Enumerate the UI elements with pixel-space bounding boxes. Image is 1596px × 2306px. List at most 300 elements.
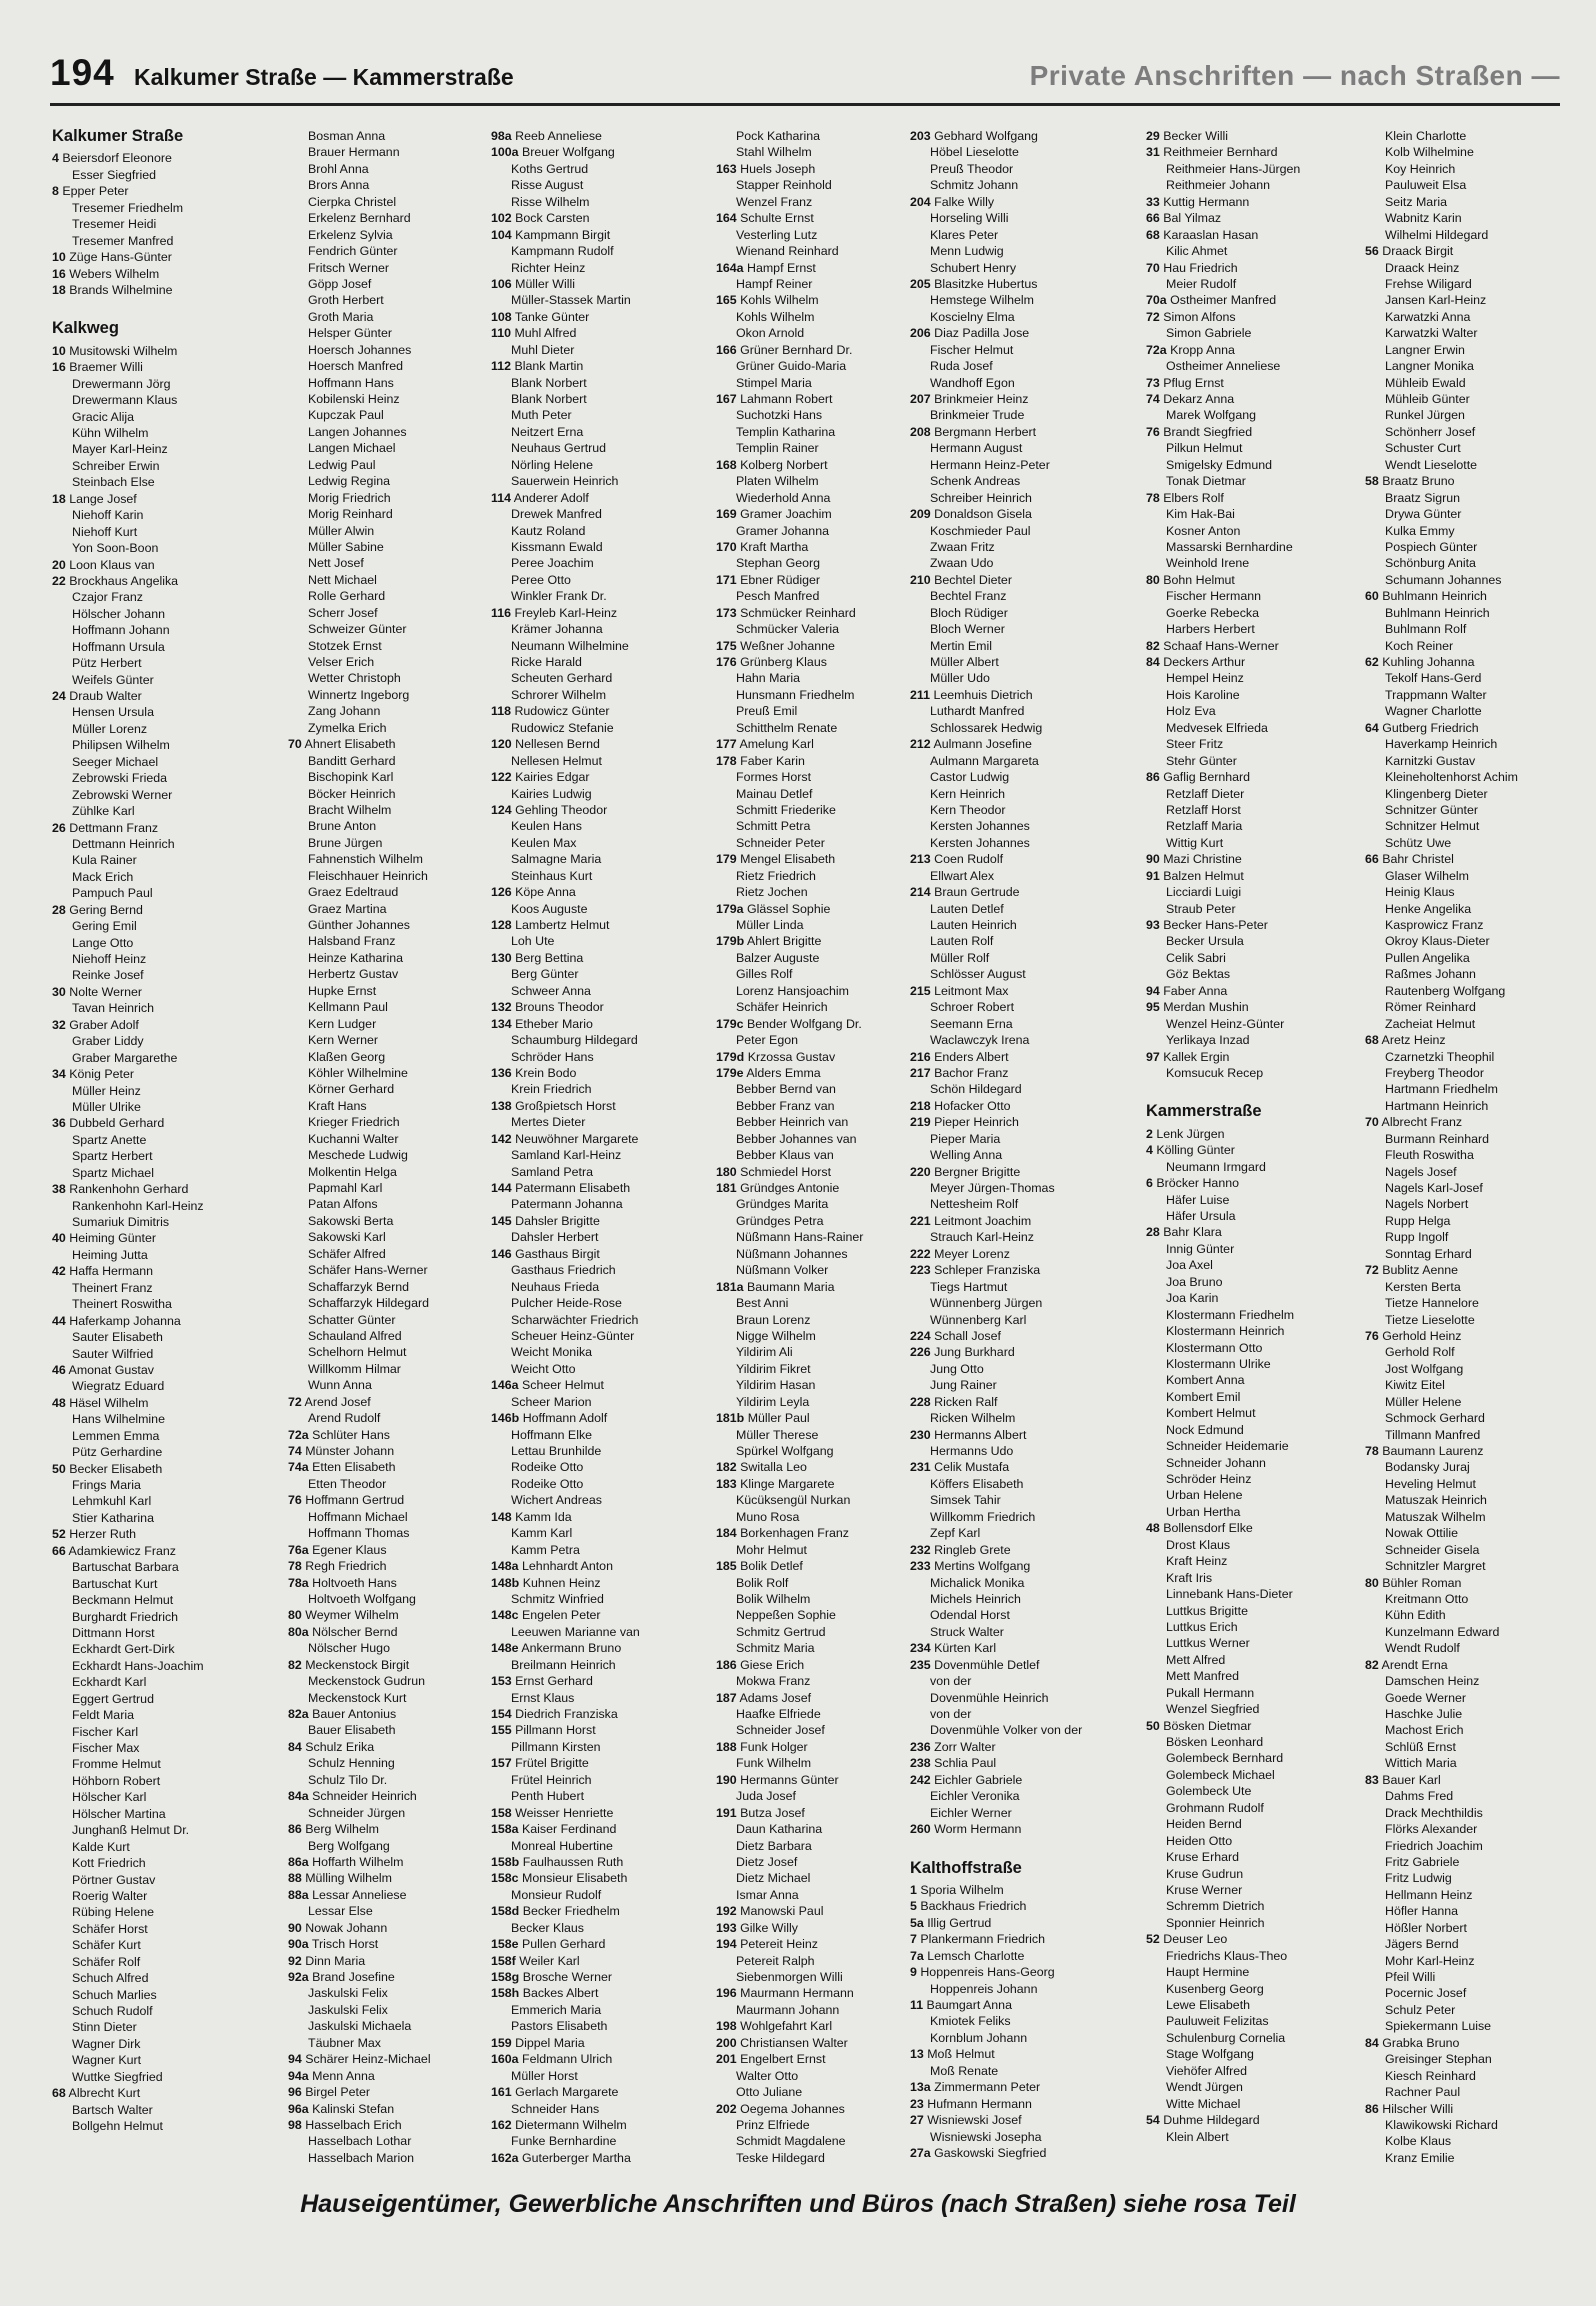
house-number: 190: [716, 1772, 737, 1787]
house-number: 38: [52, 1182, 66, 1197]
directory-entry: Hunsmann Friedhelm: [736, 687, 855, 702]
directory-entry: Rietz Friedrich: [736, 868, 816, 883]
directory-entry: Steinbach Else: [72, 475, 155, 490]
directory-entry: 146 Gasthaus Birgit: [491, 1246, 600, 1261]
directory-entry: 13 Moß Helmut: [910, 2047, 995, 2062]
directory-entry: Eckhardt Hans-Joachim: [72, 1658, 204, 1673]
directory-entry: 166 Grüner Bernhard Dr.: [716, 342, 853, 357]
directory-entry: 93 Becker Hans-Peter: [1146, 918, 1268, 932]
directory-entry: Czajor Franz: [72, 590, 143, 605]
directory-entry: Hellmann Heinz: [1385, 1887, 1473, 1902]
house-number: 118: [491, 704, 511, 719]
directory-entry: 171 Ebner Rüdiger: [716, 572, 821, 587]
house-number: 222: [910, 1246, 931, 1261]
house-number: 72: [1365, 1263, 1379, 1278]
directory-entry: Risse August: [511, 178, 584, 193]
directory-entry: 44 Haferkamp Johanna: [52, 1313, 181, 1328]
directory-entry: 158c Monsieur Elisabeth: [491, 1871, 628, 1886]
directory-entry: Groth Maria: [308, 309, 374, 324]
directory-entry: 200 Christiansen Walter: [716, 2035, 848, 2050]
directory-entry: Trappmann Walter: [1385, 687, 1487, 702]
street-heading: Kalthoffstraße: [910, 1858, 1022, 1877]
directory-entry: 27a Gaskowski Siegfried: [910, 2145, 1047, 2160]
directory-entry: Klingenberg Dieter: [1385, 786, 1488, 801]
directory-entry: 190 Hermanns Günter: [716, 1772, 839, 1787]
directory-entry: Jansen Karl-Heinz: [1385, 293, 1487, 308]
directory-entry: 50 Becker Elisabeth: [52, 1461, 163, 1476]
directory-entry: Schäfer Horst: [72, 1921, 148, 1936]
directory-entry: 158b Faulhaussen Ruth: [491, 1854, 624, 1869]
directory-entry: Viehöfer Alfred: [1166, 2063, 1248, 2078]
house-number: 224: [910, 1328, 931, 1343]
directory-entry: Koths Gertrud: [511, 161, 589, 176]
directory-entry: Kersten Johannes: [930, 819, 1030, 834]
directory-entry: Henke Angelika: [1385, 901, 1472, 916]
directory-entry: Yon Soon-Boon: [72, 541, 159, 556]
directory-entry: 84 Deckers Arthur: [1146, 655, 1246, 669]
house-number: 220: [910, 1164, 931, 1179]
directory-entry: Formes Horst: [736, 770, 812, 785]
directory-entry: Becker Ursula: [1166, 934, 1244, 949]
directory-entry: Kamm Karl: [511, 1526, 573, 1541]
directory-entry: Körner Gerhard: [308, 1082, 395, 1097]
directory-entry: Kersten Johannes: [930, 835, 1030, 850]
directory-entry: 48 Bollensdorf Elke: [1146, 1521, 1253, 1536]
directory-entry: Niehoff Kurt: [72, 524, 138, 539]
directory-entry: 202 Oegema Johannes: [716, 2101, 845, 2116]
house-number: 88a: [288, 1887, 309, 1902]
directory-entry: 30 Nolte Werner: [52, 984, 143, 999]
directory-entry: Fischer Max: [72, 1741, 140, 1755]
directory-entry: Dovenmühle Heinrich: [930, 1690, 1049, 1705]
directory-entry: Meier Rudolf: [1166, 276, 1237, 291]
house-number: 86a: [288, 1854, 309, 1869]
directory-entry: 158g Brosche Werner: [491, 1970, 612, 1984]
directory-entry: Bloch Werner: [930, 622, 1005, 637]
house-number: 18: [52, 282, 66, 297]
directory-entry: Jaskulski Felix: [308, 1986, 388, 2001]
directory-entry: 146b Hoffmann Adolf: [491, 1411, 608, 1426]
column-6: [1146, 128, 1371, 2178]
directory-entry: 4 Beiersdorf Eleonore: [52, 151, 172, 166]
directory-entry: Schulenburg Cornelia: [1166, 2030, 1286, 2045]
directory-entry: Strauch Karl-Heinz: [930, 1230, 1034, 1245]
directory-entry: 10 Musitowski Wilhelm: [52, 343, 178, 358]
directory-entry: 72 Bublitz Aenne: [1365, 1263, 1459, 1278]
directory-entry: 36 Dubbeld Gerhard: [52, 1116, 165, 1131]
directory-entry: Ledwig Regina: [308, 474, 390, 489]
directory-entry: Müller-Stassek Martin: [511, 293, 631, 308]
directory-entry: 92a Brand Josefine: [288, 1970, 395, 1984]
directory-entry: Muno Rosa: [736, 1509, 800, 1524]
house-number: 221: [910, 1213, 931, 1228]
directory-entry: Rautenberg Wolfgang: [1385, 983, 1506, 998]
directory-entry: 160a Feldmann Ulrich: [491, 2052, 613, 2067]
directory-entry: Platen Wilhelm: [736, 474, 819, 489]
house-number: 92a: [288, 1970, 309, 1984]
house-number: 138: [491, 1098, 512, 1113]
directory-entry: Hölscher Karl: [72, 1790, 147, 1805]
house-number: 164a: [716, 260, 744, 275]
directory-entry: Pampuch Paul: [72, 886, 153, 901]
directory-entry: Kraft Hans: [308, 1098, 367, 1113]
house-number: 182: [716, 1460, 737, 1475]
directory-entry: Raßmes Johann: [1385, 967, 1476, 982]
house-number: 180: [716, 1164, 737, 1179]
directory-entry: 33 Kuttig Hermann: [1146, 194, 1250, 209]
directory-entry: Schönburg Anita: [1385, 556, 1476, 571]
house-number: 164: [716, 211, 737, 226]
directory-entry: Theinert Franz: [72, 1280, 153, 1295]
directory-entry: Klein Charlotte: [1385, 129, 1467, 143]
directory-entry: Gerhold Rolf: [1385, 1345, 1455, 1360]
directory-entry: Meckenstock Gudrun: [308, 1674, 426, 1689]
directory-entry: 218 Hofacker Otto: [910, 1098, 1011, 1113]
directory-entry: Wagner Charlotte: [1385, 704, 1482, 719]
house-number: 148e: [491, 1641, 519, 1656]
directory-entry: 196 Maurmann Hermann: [716, 1986, 854, 2001]
directory-entry: 204 Falke Willy: [910, 194, 995, 209]
directory-entry: Menn Ludwig: [930, 244, 1004, 259]
directory-entry: Müller Lorenz: [72, 721, 148, 736]
directory-entry: Pullen Angelika: [1385, 950, 1470, 965]
directory-entry: Hoersch Johannes: [308, 342, 412, 357]
page-number: 194: [50, 52, 115, 93]
house-number: 98: [288, 2117, 302, 2132]
directory-entry: Langen Michael: [308, 441, 396, 456]
directory-entry: Schlüß Ernst: [1385, 1739, 1456, 1754]
directory-entry: Kunzelmann Edward: [1385, 1624, 1500, 1639]
directory-entry: Pocernic Josef: [1385, 1986, 1467, 2001]
directory-entry: 158f Weiler Karl: [491, 1953, 580, 1968]
house-number: 78a: [288, 1575, 309, 1590]
house-number: 170: [716, 539, 737, 554]
house-number: 31: [1146, 145, 1160, 160]
directory-entry: 95 Merdan Mushin: [1146, 1000, 1249, 1015]
directory-entry: 179d Krzossa Gustav: [716, 1049, 836, 1064]
directory-entry: Zühlke Karl: [72, 804, 135, 819]
directory-entry: Graez Edeltraud: [308, 885, 399, 900]
house-number: 181b: [716, 1411, 745, 1426]
directory-entry: Mokwa Franz: [736, 1674, 811, 1689]
directory-entry: 182 Switalla Leo: [716, 1460, 807, 1475]
directory-entry: 235 Dovenmühle Detlef: [910, 1657, 1040, 1672]
house-number: 209: [910, 507, 931, 522]
directory-entry: Balzer Auguste: [736, 950, 820, 965]
directory-entry: Golembeck Michael: [1166, 1767, 1275, 1782]
directory-entry: Sumariuk Dimitris: [72, 1215, 170, 1229]
directory-entry: Beckmann Helmut: [72, 1593, 174, 1608]
directory-entry: Holz Eva: [1166, 704, 1216, 719]
directory-entry: Best Anni: [736, 1296, 789, 1311]
directory-entry: Kern Heinrich: [930, 786, 1006, 801]
directory-entry: 80 Weymer Wilhelm: [288, 1608, 399, 1623]
directory-entry: Kissmann Ewald: [511, 539, 603, 554]
directory-entry: Dittmann Horst: [72, 1625, 155, 1640]
directory-entry: Tresemer Manfred: [72, 233, 174, 248]
house-number: 203: [910, 129, 931, 143]
directory-entry: Jaskulski Michaela: [308, 2019, 412, 2034]
directory-entry: 82 Meckenstock Birgit: [288, 1657, 410, 1672]
directory-entry: 9 Hoppenreis Hans-Georg: [910, 1965, 1055, 1980]
directory-entry: 211 Leemhuis Dietrich: [910, 687, 1033, 702]
directory-entry: 167 Lahmann Robert: [716, 392, 833, 406]
house-number: 36: [52, 1116, 66, 1131]
directory-entry: Simsek Tahir: [930, 1493, 1001, 1508]
house-number: 70a: [1146, 293, 1167, 308]
directory-entry: Eckhardt Gert-Dirk: [72, 1642, 175, 1657]
directory-entry: Schweer Anna: [511, 983, 591, 998]
house-number: 50: [1146, 1718, 1160, 1733]
house-number: 48: [52, 1395, 66, 1410]
directory-entry: 91 Balzen Helmut: [1146, 868, 1244, 883]
directory-entry: Koos Auguste: [511, 901, 588, 916]
directory-entry: 192 Manowski Paul: [716, 1904, 824, 1919]
column-5: [910, 128, 1135, 2178]
directory-entry: Bloch Rüdiger: [930, 605, 1008, 620]
directory-entry: Schmitt Petra: [736, 819, 811, 834]
house-number: 166: [716, 342, 737, 357]
directory-entry: 70 Albrecht Franz: [1365, 1115, 1463, 1130]
directory-entry: 52 Deuser Leo: [1146, 1932, 1228, 1947]
directory-entry: Gering Emil: [72, 919, 137, 934]
directory-entry: Pastors Elisabeth: [511, 2019, 608, 2034]
house-number: 16: [52, 360, 66, 375]
house-number: 20: [52, 557, 66, 572]
directory-entry: Gasthaus Friedrich: [511, 1263, 616, 1278]
directory-entry: 194 Petereit Heinz: [716, 1937, 818, 1952]
directory-entry: Pulcher Heide-Rose: [511, 1296, 622, 1311]
directory-entry: Keulen Hans: [511, 819, 582, 834]
directory-entry: Straub Peter: [1166, 901, 1236, 916]
house-number: 226: [910, 1345, 931, 1360]
directory-entry: 145 Dahsler Brigitte: [491, 1213, 600, 1228]
directory-entry: Mainau Detlef: [736, 786, 813, 801]
directory-entry: Nock Edmund: [1166, 1422, 1244, 1437]
house-number: 76: [288, 1493, 302, 1508]
directory-entry: 40 Heiming Günter: [52, 1231, 157, 1246]
directory-entry: Niehoff Heinz: [72, 952, 147, 966]
directory-entry: Scharwächter Friedrich: [511, 1312, 639, 1327]
directory-entry: Horseling Willi: [930, 211, 1009, 226]
page-header: [50, 52, 1560, 102]
directory-entry: Günther Johannes: [308, 918, 410, 932]
directory-entry: 112 Blank Martin: [491, 359, 584, 374]
directory-entry: Holtvoeth Wolfgang: [308, 1591, 416, 1606]
house-number: 134: [491, 1016, 512, 1031]
house-number: 84: [1146, 655, 1160, 669]
house-number: 223: [910, 1263, 931, 1278]
directory-entry: Pospiech Günter: [1385, 539, 1478, 554]
directory-entry: Friedrichs Klaus-Theo: [1166, 1948, 1288, 1963]
directory-entry: 179c Bender Wolfgang Dr.: [716, 1016, 862, 1031]
directory-entry: Schönherr Josef: [1385, 424, 1476, 439]
directory-entry: Dahms Fred: [1385, 1789, 1454, 1804]
directory-entry: Leeuwen Marianne van: [511, 1624, 640, 1639]
house-number: 202: [716, 2101, 737, 2116]
directory-entry: Müller Horst: [511, 2068, 578, 2083]
directory-entry: Nagels Josef: [1385, 1164, 1457, 1179]
directory-entry: 102 Bock Carsten: [491, 211, 590, 226]
directory-entry: Koch Reiner: [1385, 638, 1454, 653]
directory-entry: Hensen Ursula: [72, 705, 154, 720]
house-number: 178: [716, 753, 737, 768]
house-number: 11: [910, 1998, 924, 2012]
directory-entry: Kolb Wilhelmine: [1385, 145, 1474, 160]
house-number: 234: [910, 1641, 931, 1656]
directory-entry: 18 Brands Wilhelmine: [52, 282, 173, 297]
house-number: 154: [491, 1707, 512, 1721]
directory-entry: Zepf Karl: [930, 1526, 981, 1541]
house-number: 74: [1146, 392, 1160, 406]
house-number: 80: [1365, 1575, 1379, 1590]
house-number: 146: [491, 1246, 512, 1261]
directory-entry: Spiekermann Luise: [1385, 2019, 1492, 2034]
directory-entry: Koschmieder Paul: [930, 523, 1031, 538]
directory-entry: 78 Regh Friedrich: [288, 1559, 387, 1574]
directory-entry: Römer Reinhard: [1385, 1000, 1476, 1015]
directory-entry: Lorenz Hansjoachim: [736, 983, 849, 998]
directory-entry: Monsieur Rudolf: [511, 1887, 602, 1902]
directory-entry: Innig Günter: [1166, 1241, 1235, 1256]
directory-entry: Weinhold Irene: [1166, 556, 1250, 571]
directory-entry: 5 Backhaus Friedrich: [910, 1899, 1027, 1914]
directory-entry: Bechtel Franz: [930, 589, 1007, 604]
directory-entry: 88 Mülling Wilhelm: [288, 1871, 392, 1886]
directory-entry: 2 Lenk Jürgen: [1146, 1126, 1225, 1141]
house-number: 106: [491, 276, 512, 291]
directory-entry: Wittich Maria: [1385, 1756, 1457, 1771]
directory-entry: 132 Brouns Theodor: [491, 1000, 604, 1015]
directory-entry: Kranz Emilie: [1385, 2150, 1455, 2165]
directory-entry: 198 Wohlgefahrt Karl: [716, 2019, 833, 2034]
house-number: 90a: [288, 1937, 309, 1952]
house-number: 66: [1146, 211, 1160, 226]
directory-entry: Rodeike Otto: [511, 1476, 584, 1491]
house-number: 112: [491, 359, 511, 374]
directory-entry: Weicht Otto: [511, 1361, 576, 1376]
directory-entry: Freyberg Theodor: [1385, 1065, 1484, 1080]
directory-entry: Bauer Elisabeth: [308, 1723, 396, 1738]
directory-entry: Zwaan Fritz: [930, 539, 995, 554]
directory-entry: Zebrowski Werner: [72, 787, 173, 802]
house-number: 70: [288, 737, 302, 752]
house-number: 124: [491, 802, 512, 817]
directory-entry: 168 Kolberg Norbert: [716, 457, 828, 472]
directory-entry: Lewe Elisabeth: [1166, 1998, 1251, 2012]
directory-entry: Preuß Theodor: [930, 161, 1014, 176]
directory-entry: 238 Schlia Paul: [910, 1756, 997, 1771]
directory-entry: Schön Hildegard: [930, 1082, 1022, 1097]
house-number: 200: [716, 2035, 737, 2050]
house-number: 72: [1146, 309, 1160, 324]
house-number: 92: [288, 1953, 302, 1968]
directory-entry: Pfeil Willi: [1385, 1970, 1436, 1984]
directory-entry: Wilhelmi Hildegard: [1385, 227, 1489, 242]
directory-entry: 94a Menn Anna: [288, 2068, 375, 2083]
directory-entry: Müller Albert: [930, 655, 999, 669]
directory-entry: Schmitt Friederike: [736, 802, 836, 817]
column-2: [288, 128, 513, 2178]
directory-entry: Wendt Rudolf: [1385, 1641, 1460, 1656]
house-number: 5: [910, 1899, 917, 1914]
directory-entry: Machost Erich: [1385, 1723, 1464, 1738]
directory-entry: Theinert Roswitha: [72, 1297, 172, 1312]
house-number: 146b: [491, 1411, 520, 1426]
directory-entry: 164a Hampf Ernst: [716, 260, 816, 275]
directory-entry: Simon Gabriele: [1166, 326, 1252, 341]
house-number: 2: [1146, 1126, 1153, 1141]
directory-entry: 148c Engelen Peter: [491, 1608, 601, 1623]
house-number: 70: [1146, 260, 1160, 275]
directory-entry: Schäfer Heinrich: [736, 1000, 828, 1015]
directory-entry: 86 Gaflig Bernhard: [1146, 770, 1251, 785]
directory-entry: Schmücker Valeria: [736, 622, 840, 637]
house-number: 56: [1365, 244, 1379, 259]
directory-entry: Retzlaff Maria: [1166, 819, 1243, 834]
directory-entry: Schneider Hans: [511, 2101, 600, 2116]
directory-entry: 90a Trisch Horst: [288, 1937, 379, 1952]
directory-entry: Krämer Johanna: [511, 622, 603, 637]
directory-entry: Keulen Max: [511, 835, 577, 850]
house-number: 153: [491, 1674, 512, 1689]
directory-entry: 230 Hermanns Albert: [910, 1427, 1027, 1442]
directory-entry: Schäfer Kurt: [72, 1938, 141, 1953]
directory-entry: 193 Gilke Willy: [716, 1920, 798, 1935]
directory-entry: Neitzert Erna: [511, 424, 584, 439]
directory-entry: Zacheiat Helmut: [1385, 1016, 1476, 1031]
house-number: 52: [52, 1527, 66, 1542]
directory-entry: Rietz Jochen: [736, 885, 808, 900]
directory-entry: 126 Köpe Anna: [491, 885, 576, 900]
directory-entry: Spartz Michael: [72, 1165, 154, 1180]
directory-entry: Mett Manfred: [1166, 1669, 1239, 1684]
directory-entry: Weicht Monika: [511, 1345, 593, 1360]
directory-entry: Schneider Peter: [736, 835, 825, 850]
directory-entry: Kücüksengül Nurkan: [736, 1493, 851, 1508]
directory-entry: Gracic Alija: [72, 409, 134, 424]
directory-entry: Czarnetzki Theophil: [1385, 1049, 1495, 1064]
directory-entry: 88a Lessar Anneliese: [288, 1887, 407, 1902]
directory-entry: Ricke Harald: [511, 655, 582, 669]
directory-entry: Tietze Lieselotte: [1385, 1312, 1475, 1327]
directory-entry: Schäfer Alfred: [308, 1246, 386, 1261]
directory-entry: Frings Maria: [72, 1478, 141, 1492]
house-number: 80a: [288, 1624, 309, 1639]
directory-entry: Gilles Rolf: [736, 967, 793, 982]
house-number: 204: [910, 194, 931, 209]
directory-entry: Mayer Karl-Heinz: [72, 442, 168, 457]
directory-entry: Wisniewski Josepha: [930, 2129, 1042, 2144]
house-number: 94a: [288, 2068, 309, 2083]
directory-entry: Muth Peter: [511, 408, 572, 423]
directory-entry: Lettau Brunhilde: [511, 1444, 602, 1458]
directory-entry: Schitthelm Renate: [736, 720, 838, 735]
directory-entry: Müller Helene: [1385, 1394, 1462, 1409]
directory-entry: 159 Dippel Maria: [491, 2035, 585, 2050]
directory-entry: Köhler Wilhelmine: [308, 1065, 408, 1080]
directory-entry: Heinze Katharina: [308, 950, 404, 965]
directory-entry: Scherr Josef: [308, 605, 378, 620]
directory-entry: Pesch Manfred: [736, 589, 820, 604]
directory-entry: Greisinger Stephan: [1385, 2052, 1492, 2067]
directory-entry: Yildirim Ali: [736, 1345, 793, 1360]
directory-entry: Pieper Maria: [930, 1131, 1001, 1146]
house-number: 160a: [491, 2052, 519, 2067]
directory-entry: Sakowski Berta: [308, 1213, 394, 1228]
directory-entry: Morig Reinhard: [308, 507, 393, 522]
directory-entry: Hoffmann Elke: [511, 1427, 593, 1442]
